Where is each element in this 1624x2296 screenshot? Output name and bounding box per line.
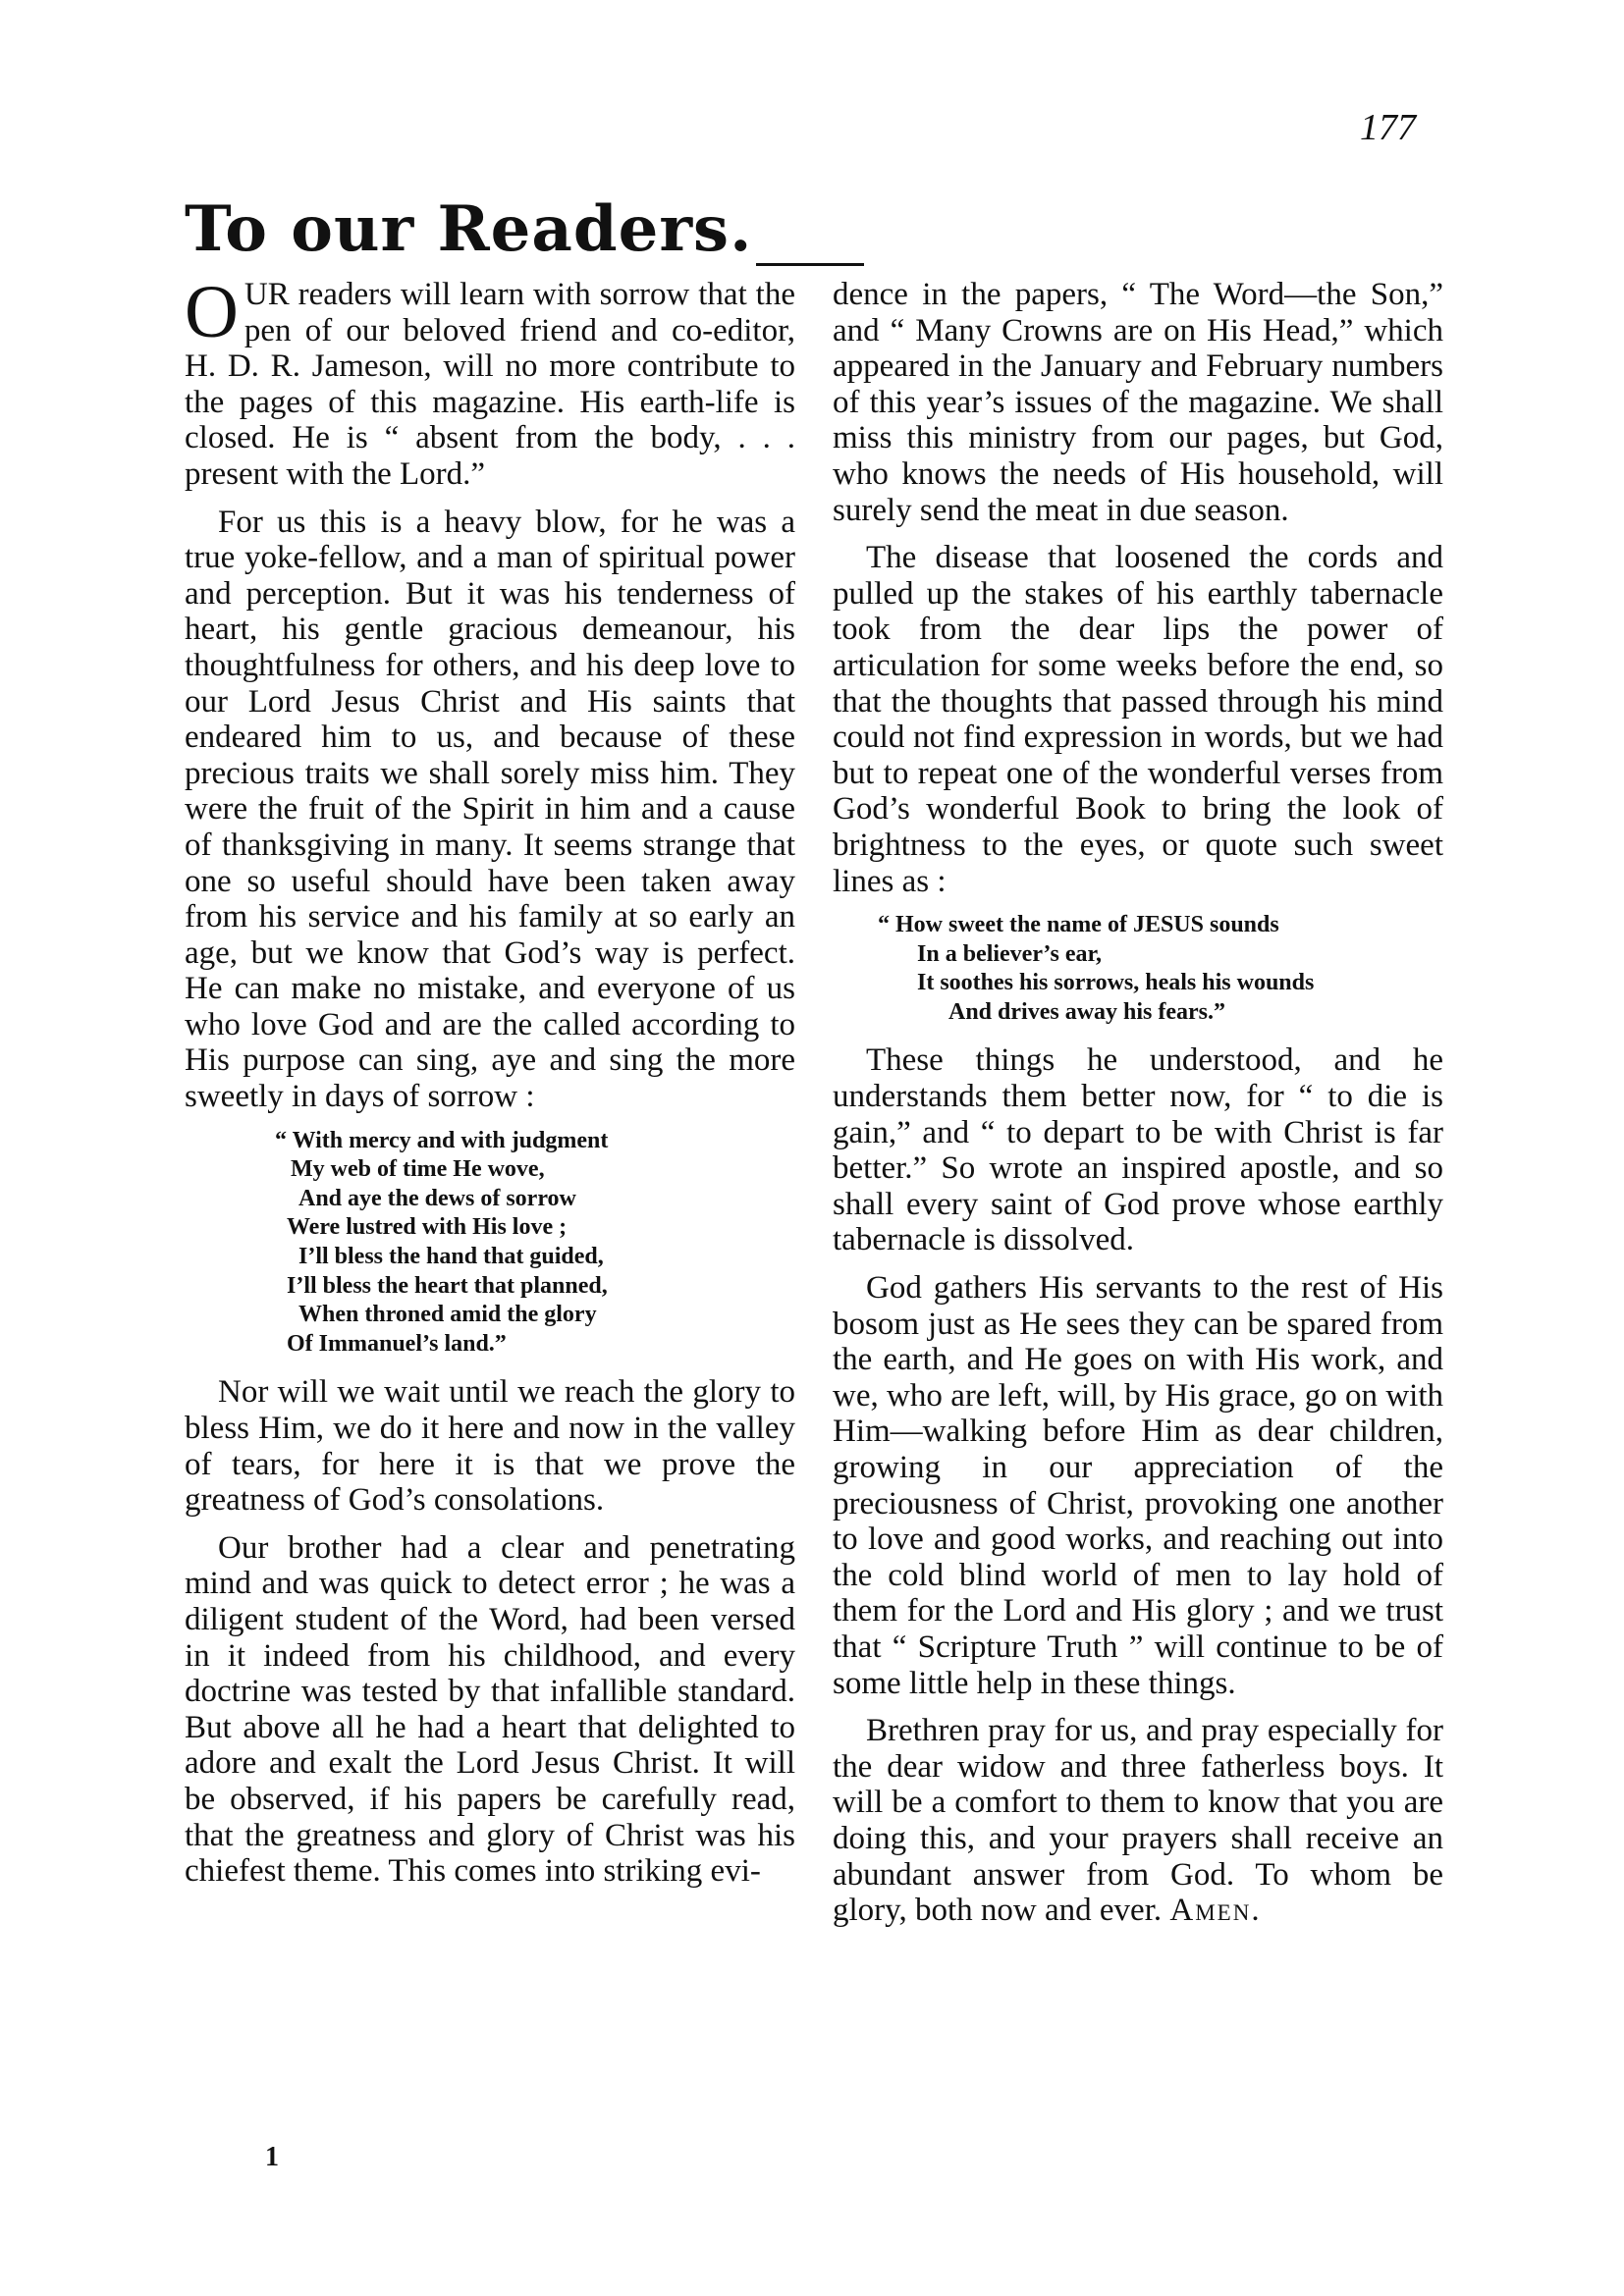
verse-line: In a believer’s ear, — [917, 940, 1102, 967]
verse-line: Of Immanuel’s land.” — [287, 1330, 507, 1357]
paragraph-3: Nor will we wait until we reach the glory to bless Him, we do it here and now in the valley of tears, for here it is that we prove the greatness of God’s consolations. — [185, 1374, 795, 1519]
verse-line: I’ll bless the hand that guided, — [298, 1244, 604, 1270]
verse-line: “ With mercy and with judgment — [275, 1127, 609, 1153]
paragraph-8: God gathers His servants to the rest of His bosom just as He sees they can be spared from the earth, and He goes on with His work, and we, who are left, will, by His grace, go on with Him—walking before Him as dear children, growing in our appreciation of the preciousness of Christ, provoking one another to love and good works, and reaching out into the cold blind world of men to lay hold of them for the Lord and His glory ; and we trust that “ Scripture Truth ” will continue to be of some little help in these things. — [833, 1270, 1443, 1701]
verse-line: My web of time He wove, — [291, 1156, 545, 1183]
title-divider — [756, 263, 864, 266]
verse-line: It soothes his sorrows, heals his wounds — [917, 970, 1315, 996]
paragraph-6: The disease that loosened the cords and pulled up the stakes of his earthly tabernacle took from the dear lips the power of articulation for some weeks before the end, so that the thoughts that passed through his mind could not find expression in words, but we had but to repeat one of the wonderful verses from God’s wonderful Book to bring the look of brightness to the eyes, or quote such sweet lines as : — [833, 540, 1443, 899]
left-column — [185, 271, 795, 1901]
verse-line: And drives away his fears.” — [948, 998, 1226, 1025]
paragraph-7: These things he understood, and he understands them better now, for “ to die is gain,” and “ to depart to be with Christ is far better.” So wrote an inspired apostle, and so shall every saint of God prove whose earthly tabernacle is dissolved. — [833, 1042, 1443, 1258]
verse-line: I’ll bless the heart that planned, — [287, 1272, 608, 1299]
page-number: 177 — [1360, 107, 1416, 148]
verse-line: Were lustred with His love ; — [287, 1214, 568, 1241]
paragraph-4: Our brother had a clear and penetrating mind and was quick to detect error ; he was a diligent student of the Word, had been versed in it indeed from his childhood, and every doctrine was tested by that infallible standard. But above all he had a heart that delighted to adore and exalt the Lord Jesus Christ. It will be observed, if his papers be carefully read, that the greatness and glory of Christ was his chiefest theme. This comes into striking evi- — [185, 1529, 795, 1890]
signature-mark: 1 — [265, 2142, 279, 2172]
paragraph-2: For us this is a heavy blow, for he was a true yoke-fellow, and a man of spiritual power and perception. But it was his tenderness of heart, his gentle gracious demeanour, his thoughtfulness for others, and his deep love to our Lord Jesus Christ and His saints that endeared him to us, and because of these precious traits we shall sorely miss him. They were the fruit of the Spirit in him and a cause of thanksgiving in many. It seems strange that one so useful should have been taken away from his service and his family at so early an age, but we know that God’s way is perfect. He can make no mistake, and everyone of us who love God and are the called according to His purpose can sing, aye and sing the more sweetly in days of sorrow : — [185, 504, 795, 1115]
hymn-verse-left — [185, 1127, 795, 1360]
paragraph-5: dence in the papers, “ The Word—the Son,” and “ Many Crowns are on His Head,” which appeared in the January and February numbers of this year’s issues of the magazine. We shall miss this ministry from our pages, but God, who knows the needs of His household, will surely send the meat in due season. — [833, 277, 1443, 528]
hymn-verse-right — [833, 911, 1443, 1027]
page-title: To our Readers. — [185, 192, 753, 266]
right-column — [833, 277, 1443, 1941]
drop-cap: O — [185, 271, 239, 353]
verse-line: And aye the dews of sorrow — [298, 1185, 576, 1211]
paragraph-9-text: Brethren pray for us, and pray especially for the dear widow and three fatherless boys. It will be a comfort to them to know that you are doing this, and your prayers shall receive an abundant answer from God. To whom be glory, both now and ever. — [833, 1713, 1443, 1929]
verse-line: “ How sweet the name of JESUS sounds — [878, 912, 1279, 938]
amen-signature: Amen. — [1169, 1893, 1262, 1929]
verse-line: When throned amid the glory — [298, 1302, 597, 1328]
paragraph-1 — [185, 271, 795, 493]
paragraph-1-text: UR readers will learn with sorrow that the pen of our beloved friend and co-editor, H. D. R. Jameson, will no more contribute to the pages of this magazine. His earth-life is closed. He is “ absent from the body, . . . present with the Lord.” — [185, 277, 795, 492]
paragraph-9 — [833, 1713, 1443, 1929]
